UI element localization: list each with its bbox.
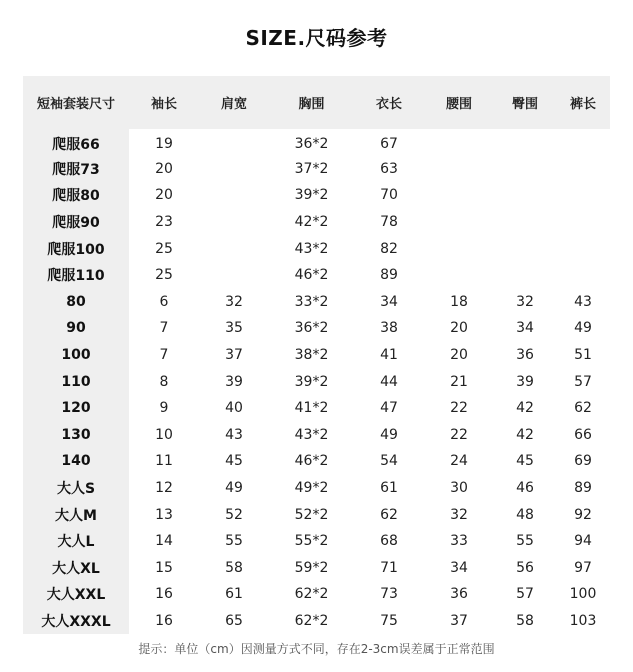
waist-cell: 18 [424, 289, 494, 316]
hip-cell: 34 [494, 315, 556, 342]
waist-cell: 22 [424, 395, 494, 422]
shoulder-width-cell: 58 [199, 555, 269, 582]
top-length-cell: 44 [354, 368, 424, 395]
chest-cell: 49*2 [269, 475, 354, 502]
waist-cell: 36 [424, 581, 494, 608]
chest-cell: 43*2 [269, 422, 354, 449]
size-cell: 爬服80 [23, 182, 129, 209]
waist-cell [424, 209, 494, 236]
table-row [23, 368, 610, 395]
size-cell: 120 [23, 395, 129, 422]
shoulder-width-cell: 37 [199, 342, 269, 369]
pants-length-cell [556, 156, 610, 183]
chest-cell: 46*2 [269, 262, 354, 289]
waist-cell [424, 156, 494, 183]
sleeve-length-cell: 9 [129, 395, 199, 422]
shoulder-width-cell: 52 [199, 501, 269, 528]
top-length-cell: 34 [354, 289, 424, 316]
table-row [23, 528, 610, 555]
size-cell: 大人S [23, 475, 129, 502]
top-length-cell: 68 [354, 528, 424, 555]
sleeve-length-cell: 20 [129, 182, 199, 209]
chest-cell: 41*2 [269, 395, 354, 422]
pants-length-cell: 100 [556, 581, 610, 608]
waist-cell [424, 235, 494, 262]
chest-cell: 62*2 [269, 581, 354, 608]
hip-cell [494, 129, 556, 156]
header-sleeve-length: 袖长 [129, 76, 199, 129]
sleeve-length-cell: 7 [129, 342, 199, 369]
sleeve-length-cell: 16 [129, 581, 199, 608]
top-length-cell: 54 [354, 448, 424, 475]
shoulder-width-cell: 39 [199, 368, 269, 395]
chest-cell: 46*2 [269, 448, 354, 475]
waist-cell: 33 [424, 528, 494, 555]
size-cell: 大人M [23, 501, 129, 528]
pants-length-cell: 89 [556, 475, 610, 502]
hip-cell: 55 [494, 528, 556, 555]
hip-cell: 57 [494, 581, 556, 608]
waist-cell [424, 129, 494, 156]
shoulder-width-cell: 32 [199, 289, 269, 316]
sleeve-length-cell: 8 [129, 368, 199, 395]
size-cell: 爬服66 [23, 129, 129, 156]
table-row [23, 129, 610, 156]
header-shoulder-width: 肩宽 [199, 76, 269, 129]
shoulder-width-cell [199, 156, 269, 183]
chest-cell: 62*2 [269, 608, 354, 635]
table-row [23, 182, 610, 209]
shoulder-width-cell: 61 [199, 581, 269, 608]
chest-cell: 39*2 [269, 182, 354, 209]
table-row [23, 475, 610, 502]
top-length-cell: 71 [354, 555, 424, 582]
top-length-cell: 41 [354, 342, 424, 369]
hip-cell: 39 [494, 368, 556, 395]
shoulder-width-cell: 49 [199, 475, 269, 502]
table-row [23, 235, 610, 262]
hip-cell: 48 [494, 501, 556, 528]
pants-length-cell: 57 [556, 368, 610, 395]
size-cell: 大人XXL [23, 581, 129, 608]
pants-length-cell [556, 182, 610, 209]
waist-cell: 37 [424, 608, 494, 635]
pants-length-cell: 92 [556, 501, 610, 528]
waist-cell: 20 [424, 342, 494, 369]
sleeve-length-cell: 12 [129, 475, 199, 502]
chest-cell: 59*2 [269, 555, 354, 582]
pants-length-cell: 103 [556, 608, 610, 635]
pants-length-cell: 51 [556, 342, 610, 369]
waist-cell [424, 182, 494, 209]
header-top-length: 衣长 [354, 76, 424, 129]
top-length-cell: 61 [354, 475, 424, 502]
chest-cell: 33*2 [269, 289, 354, 316]
waist-cell: 24 [424, 448, 494, 475]
header-waist: 腰围 [424, 76, 494, 129]
waist-cell: 32 [424, 501, 494, 528]
hip-cell: 36 [494, 342, 556, 369]
size-cell: 爬服73 [23, 156, 129, 183]
pants-length-cell: 97 [556, 555, 610, 582]
sleeve-length-cell: 16 [129, 608, 199, 635]
header-hip: 臀围 [494, 76, 556, 129]
sleeve-length-cell: 14 [129, 528, 199, 555]
hip-cell: 56 [494, 555, 556, 582]
pants-length-cell [556, 209, 610, 236]
top-length-cell: 82 [354, 235, 424, 262]
chest-cell: 39*2 [269, 368, 354, 395]
sleeve-length-cell: 25 [129, 262, 199, 289]
table-row [23, 156, 610, 183]
size-cell: 140 [23, 448, 129, 475]
size-cell: 大人XXXL [23, 608, 129, 635]
chest-cell: 43*2 [269, 235, 354, 262]
waist-cell: 22 [424, 422, 494, 449]
sleeve-length-cell: 15 [129, 555, 199, 582]
pants-length-cell: 62 [556, 395, 610, 422]
pants-length-cell: 94 [556, 528, 610, 555]
size-cell: 130 [23, 422, 129, 449]
size-cell: 80 [23, 289, 129, 316]
hip-cell: 42 [494, 422, 556, 449]
top-length-cell: 78 [354, 209, 424, 236]
sleeve-length-cell: 19 [129, 129, 199, 156]
hip-cell [494, 209, 556, 236]
hip-cell: 32 [494, 289, 556, 316]
page-title: SIZE.尺码参考 [245, 26, 388, 50]
sleeve-length-cell: 20 [129, 156, 199, 183]
sleeve-length-cell: 13 [129, 501, 199, 528]
hip-cell [494, 235, 556, 262]
pants-length-cell: 69 [556, 448, 610, 475]
sleeve-length-cell: 11 [129, 448, 199, 475]
pants-length-cell [556, 129, 610, 156]
waist-cell [424, 262, 494, 289]
chest-cell: 36*2 [269, 315, 354, 342]
table-header-row [23, 76, 610, 129]
shoulder-width-cell [199, 209, 269, 236]
shoulder-width-cell [199, 182, 269, 209]
table-row [23, 501, 610, 528]
table-body [23, 129, 610, 634]
size-table [23, 76, 610, 634]
size-cell: 大人L [23, 528, 129, 555]
table-row [23, 448, 610, 475]
top-length-cell: 75 [354, 608, 424, 635]
shoulder-width-cell: 40 [199, 395, 269, 422]
size-cell: 大人XL [23, 555, 129, 582]
size-cell: 爬服100 [23, 235, 129, 262]
pants-length-cell: 43 [556, 289, 610, 316]
pants-length-cell [556, 262, 610, 289]
sleeve-length-cell: 7 [129, 315, 199, 342]
table-row [23, 262, 610, 289]
size-cell: 90 [23, 315, 129, 342]
shoulder-width-cell: 35 [199, 315, 269, 342]
header-size: 短袖套装尺寸 [23, 76, 129, 129]
hip-cell: 42 [494, 395, 556, 422]
header-chest: 胸围 [269, 76, 354, 129]
top-length-cell: 47 [354, 395, 424, 422]
pants-length-cell [556, 235, 610, 262]
table-row [23, 555, 610, 582]
hip-cell [494, 156, 556, 183]
waist-cell: 21 [424, 368, 494, 395]
header-pants-length: 裤长 [556, 76, 610, 129]
hip-cell [494, 182, 556, 209]
top-length-cell: 89 [354, 262, 424, 289]
size-cell: 爬服110 [23, 262, 129, 289]
chest-cell: 38*2 [269, 342, 354, 369]
waist-cell: 30 [424, 475, 494, 502]
chest-cell: 36*2 [269, 129, 354, 156]
shoulder-width-cell [199, 129, 269, 156]
chest-cell: 42*2 [269, 209, 354, 236]
size-cell: 100 [23, 342, 129, 369]
top-length-cell: 38 [354, 315, 424, 342]
table-row [23, 608, 610, 635]
hip-cell: 45 [494, 448, 556, 475]
top-length-cell: 73 [354, 581, 424, 608]
table-row [23, 342, 610, 369]
size-cell: 爬服90 [23, 209, 129, 236]
table-row [23, 315, 610, 342]
shoulder-width-cell: 43 [199, 422, 269, 449]
chest-cell: 37*2 [269, 156, 354, 183]
sleeve-length-cell: 25 [129, 235, 199, 262]
hip-cell [494, 262, 556, 289]
sleeve-length-cell: 10 [129, 422, 199, 449]
chest-cell: 55*2 [269, 528, 354, 555]
sleeve-length-cell: 6 [129, 289, 199, 316]
table-row [23, 289, 610, 316]
table-row [23, 395, 610, 422]
shoulder-width-cell: 65 [199, 608, 269, 635]
top-length-cell: 70 [354, 182, 424, 209]
pants-length-cell: 49 [556, 315, 610, 342]
measurement-note: 提示：单位（cm）因测量方式不同，存在2-3cm误差属于正常范围 [138, 642, 495, 656]
chest-cell: 52*2 [269, 501, 354, 528]
size-cell: 110 [23, 368, 129, 395]
hip-cell: 46 [494, 475, 556, 502]
top-length-cell: 67 [354, 129, 424, 156]
waist-cell: 34 [424, 555, 494, 582]
shoulder-width-cell: 55 [199, 528, 269, 555]
table-row [23, 209, 610, 236]
shoulder-width-cell [199, 235, 269, 262]
table-row [23, 422, 610, 449]
sleeve-length-cell: 23 [129, 209, 199, 236]
shoulder-width-cell [199, 262, 269, 289]
top-length-cell: 62 [354, 501, 424, 528]
top-length-cell: 49 [354, 422, 424, 449]
waist-cell: 20 [424, 315, 494, 342]
shoulder-width-cell: 45 [199, 448, 269, 475]
table-row [23, 581, 610, 608]
hip-cell: 58 [494, 608, 556, 635]
top-length-cell: 63 [354, 156, 424, 183]
pants-length-cell: 66 [556, 422, 610, 449]
